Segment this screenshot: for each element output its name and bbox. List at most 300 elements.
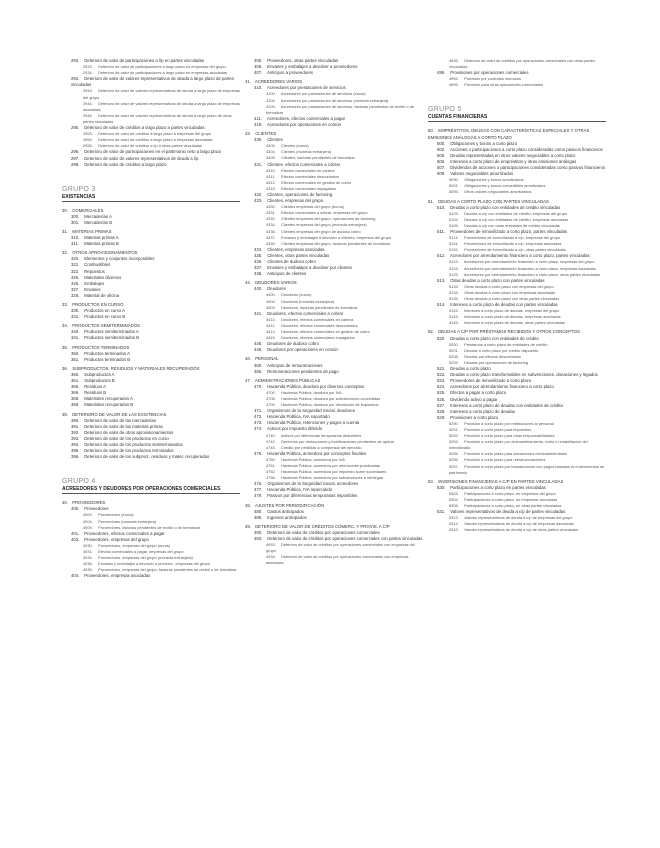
account-label: Mercaderías B [84, 219, 113, 225]
account-code: 4740. [266, 432, 276, 438]
account-code: 4336. [266, 228, 276, 234]
account-label: PRODUCTOS TERMINADOS [72, 344, 130, 350]
account-label: PROVEEDORES [72, 500, 106, 506]
account-code: 296. [71, 149, 80, 155]
account-code: 326. [71, 280, 80, 286]
account-label: Deterioro de valor de los productos terminados [84, 448, 174, 454]
account-code: 526. [437, 396, 446, 402]
group-subtitle: EXISTENCIAS [62, 194, 240, 202]
account-code: 512. [437, 253, 446, 259]
account-label: OTROS APROVISIONAMIENTOS [72, 250, 138, 256]
column-3 [428, 58, 606, 534]
account-code: 4750. [266, 456, 276, 462]
account-label: Efectos comerciales descontados [281, 173, 340, 179]
account-label: Valores representativos de deuda a c/p de otras partes vinculadas [464, 527, 578, 533]
account-label: PERSONAL [255, 356, 279, 362]
account-code: 4311. [266, 173, 276, 179]
account-code: 350. [71, 350, 80, 356]
account-label: Productos terminados A [84, 350, 130, 356]
account-label: Participaciones a corto plazo, en empresas del grupo [464, 490, 556, 496]
account-label: Valores negociables amortizados [450, 171, 514, 177]
account-label: Acreedores por prestaciones de servicios [266, 85, 346, 91]
account-label: Productos en curso A [84, 308, 126, 314]
account-label: Acreedores por arrendamiento financiero a corto plazo, otras partes vinculadas [463, 271, 601, 277]
account-code: 5201. [449, 347, 459, 353]
account-label: Subproductos A [84, 371, 115, 377]
account-label: Deterioro de valor de participaciones a largo plazo en empresas del grupo [98, 64, 226, 70]
account-code: 5297. [449, 463, 459, 469]
account-code: 4415. [266, 335, 276, 341]
account-label: Deudas por operaciones de factoring [464, 359, 528, 365]
account-code: 32. [62, 250, 68, 256]
account-label: Efectos comerciales en cartera [281, 167, 335, 173]
group-subtitle: ACREEDORES Y DEUDORES POR OPERACIONES COMERCIALES [62, 486, 240, 494]
account-code: 493. [254, 536, 263, 542]
account-code: 431. [254, 161, 263, 167]
account-label: Crédito por pérdidas a compensar del ejercicio [281, 444, 362, 450]
group-title: GRUPO 4 [62, 478, 96, 486]
account-code: 351. [71, 356, 80, 362]
account-label: Acreedores por arrendamiento financiero a corto plazo, empresas del grupo [463, 259, 595, 265]
account-label: Clientes, facturas pendientes de formalizar [281, 155, 355, 161]
account-label: Deterioro de valor de créditos por operaciones comerciales con otras partes vinculadas [449, 58, 595, 70]
column-2 [245, 58, 423, 567]
account-code: 530. [437, 484, 446, 490]
account-code: 4752. [266, 469, 276, 475]
account-label: Clientes de dudoso cobro [267, 259, 316, 264]
account-code: 44. [245, 280, 251, 286]
account-code: 43. [245, 131, 251, 137]
account-label: Deterioro de valor de créditos por operaciones comerciales con empresas asociadas [266, 554, 409, 566]
account-code: 366. [71, 390, 80, 396]
account-code: 401. [71, 530, 80, 536]
account-label: Acreedores, efectos comerciales a pagar [266, 115, 346, 121]
account-label: Deudas a corto plazo con entidades de crédito vinculadas [450, 204, 561, 210]
account-code: 523. [437, 378, 446, 384]
group-4-header [62, 478, 240, 494]
account-code: 5305. [449, 503, 459, 509]
account-entry [62, 573, 240, 579]
account-label: Envases [84, 286, 101, 292]
account-label: Proveedores, empresas del grupo [84, 536, 149, 542]
account-code: 310. [71, 235, 80, 241]
account-label: Materiales diversos [84, 274, 122, 280]
account-label: Anticipos de clientes [266, 271, 307, 277]
account-code: 480. [254, 508, 263, 514]
account-list-group-3 [62, 208, 240, 461]
account-label: Clientes (euros) [281, 143, 309, 149]
account-code: 2954. [83, 137, 93, 143]
account-list-col1-top [62, 58, 240, 168]
account-label: Deudores [267, 286, 286, 292]
account-code: 437. [254, 265, 263, 271]
account-code: 4758. [266, 475, 276, 481]
account-label: Materias primas B [84, 241, 119, 247]
account-entry [428, 58, 606, 70]
account-label: Productos terminados B [84, 356, 131, 362]
account-label: Clientes empresas del grupo, operaciones de factoring [281, 216, 376, 222]
account-label: Deterioro de valor de créditos a largo plazo a empresas asociadas [98, 137, 213, 143]
account-code: 4404. [266, 298, 276, 304]
account-label: Deterioro de valor de valores representativos de deuda a l/p [84, 155, 199, 161]
account-label: Proveedores de inmovilizado a c/p, otras partes vinculadas [464, 247, 566, 253]
account-label: Participaciones a corto plazo, en otras partes vinculadas [464, 503, 562, 509]
account-list-group-5 [428, 128, 606, 533]
account-code: 31. [62, 228, 68, 234]
account-label: Provisión a corto plazo para otras responsabilidades [464, 433, 555, 439]
account-entry [62, 76, 240, 88]
account-entry [62, 314, 240, 320]
account-label: Efectos comerciales en gestión de cobro [281, 179, 352, 185]
account-label: Deterioro de valor de participaciones a l/p en partes vinculadas [84, 58, 205, 63]
account-label: Hacienda Pública, IVA soportado [267, 414, 330, 420]
account-code: 529. [437, 414, 446, 420]
account-code: 4409. [266, 304, 276, 310]
account-label: Envases y embalajes a devolver a proveedores [267, 64, 358, 70]
account-code: 341. [71, 335, 80, 341]
account-list-col2 [245, 58, 423, 567]
account-code: 330. [71, 308, 80, 314]
account-label: Materiales recuperados B [84, 402, 134, 408]
account-code: 34. [62, 323, 68, 329]
account-label: Valores representativos de deuda a c/p de empresas del grupo [464, 515, 573, 521]
account-code: 295. [71, 125, 80, 131]
account-code: 300. [71, 213, 80, 219]
account-label: Dividendo activo a pagar [450, 396, 498, 402]
account-label: Participaciones a corto plazo en partes vinculadas [450, 484, 546, 490]
account-label: DEUDAS A C/P POR PRÉSTAMOS RECIBIDOS Y OTROS CONCEPTOS [438, 329, 580, 335]
account-entry [428, 527, 606, 533]
account-code: 35. [62, 344, 68, 350]
account-code: 47. [245, 377, 251, 383]
account-label: Acreedores por prestaciones de servicios (euros) [280, 91, 366, 97]
account-label: Deudores (moneda extranjera) [281, 298, 335, 304]
group-subtitle: CUENTAS FINANCIERAS [428, 114, 606, 122]
account-label: Clientes, empresas asociadas [267, 246, 325, 252]
account-label: Deudores, facturas pendientes de formalizar [281, 304, 358, 310]
account-label: Deudas por efectos descontados [464, 353, 521, 359]
account-code: 5303. [449, 490, 459, 496]
account-code: 369. [71, 402, 80, 408]
account-label: Ingresos anticipados [267, 514, 307, 520]
account-label: Proveedores [84, 506, 109, 512]
account-code: 436. [254, 259, 263, 264]
account-code: 40. [62, 500, 68, 506]
account-code: 5144. [449, 314, 459, 320]
account-code: 4039. [83, 567, 93, 573]
account-code: 325. [71, 274, 80, 280]
account-label: Deterioro de valor de créditos a largo plazo [84, 161, 167, 167]
account-code: 4334. [266, 222, 276, 228]
account-code: 320. [71, 256, 80, 262]
account-label: Deudores, efectos comerciales impagados [281, 335, 355, 341]
account-code: 5304. [449, 497, 459, 502]
account-code: 4934. [266, 554, 276, 560]
account-code: 435. [254, 252, 263, 258]
account-label: Elementos y conjuntos incorporables [84, 256, 155, 262]
account-code: 531. [437, 509, 446, 515]
account-label: Otras deudas a corto plazo con empresas del grupo [464, 283, 554, 289]
account-label: Proveedores de inmovilizado a c/p, empresas asociadas [464, 241, 562, 247]
account-entry [245, 493, 423, 499]
account-label: Intereses a corto plazo de deudas con entidades de crédito [450, 402, 563, 408]
account-code: 4034. [83, 555, 93, 561]
account-code: 434. [254, 246, 263, 252]
account-code: 368. [71, 396, 80, 402]
account-code: 5314. [449, 521, 459, 527]
account-label: Deterioro de valor de valores representativos de deuda a largo plazo de partes vinculadas [71, 76, 234, 88]
group-title: GRUPO 5 [428, 106, 462, 114]
account-label: Clientes empresas del grupo, facturas pendientes de formalizar [281, 240, 391, 246]
account-list-col3-top [428, 58, 606, 88]
account-label: Materiales recuperados A [84, 396, 133, 402]
account-code: 5145. [449, 320, 459, 326]
account-label: Productos en curso B [84, 314, 126, 320]
account-label: Deudores, efectos comerciales en gestión de cobro [281, 329, 370, 335]
account-label: Otras deudas a corto plazo con otras partes vinculadas [464, 296, 560, 301]
account-label: Deterioro de valor de créditos por operaciones comerciales [267, 529, 380, 535]
account-entry [428, 82, 606, 88]
account-code: 5115. [449, 247, 459, 253]
account-label: AJUSTES POR PERIODIFICACIÓN [254, 502, 325, 508]
account-label: Obligaciones y bonos convertibles amortizados [464, 183, 546, 189]
account-code: 5293. [449, 439, 459, 445]
account-label: Deudas a corto plazo [450, 366, 491, 372]
account-code: 527. [437, 402, 446, 408]
account-label: Deudas a corto plazo por crédito dispuesto [464, 347, 539, 353]
account-code: 5313. [449, 515, 459, 521]
account-label: Derechos por deducciones y bonificaciones pendientes de aplicar [281, 438, 395, 444]
account-code: 4309. [266, 155, 276, 161]
account-code: 430. [254, 137, 263, 143]
account-label: Deudas a corto plazo transformables en subvenciones, donaciones y legados [450, 372, 598, 378]
account-label: Clientes, efectos comerciales a cobrar [267, 161, 341, 167]
account-label: Provisión a corto plazo por desmantelamiento, retiro o rehabilitación del inmovilizado [449, 439, 588, 451]
account-code: 4312. [266, 179, 276, 185]
account-code: 4999. [449, 82, 459, 88]
account-code: 30. [62, 207, 68, 213]
account-code: 477. [254, 487, 263, 493]
account-code: 4745. [266, 444, 276, 450]
account-label: Acreedores por prestaciones de servicios (moneda extranjera) [280, 97, 389, 103]
account-code: 2953. [83, 131, 93, 137]
account-label: Combustibles [84, 262, 111, 268]
account-entry [245, 271, 423, 277]
account-code: 473. [254, 420, 263, 426]
account-label: Clientes empresas del grupo (euros) [281, 204, 345, 210]
account-label: Residuos A [84, 384, 106, 390]
account-code: 4030. [83, 542, 93, 548]
account-code: 340. [71, 329, 80, 335]
account-label: Deterioro de valor de los subprod., residuos y mater. recuperados [84, 454, 210, 460]
account-label: Envases y embalajes a devolver a proveed., empresas del grupo [98, 561, 210, 567]
account-entry [245, 347, 423, 353]
account-entry [428, 439, 606, 451]
account-code: 393. [71, 435, 80, 441]
account-code: 499. [437, 70, 446, 76]
account-code: 328. [71, 292, 80, 298]
account-code: 471. [254, 408, 263, 414]
account-code: 460. [254, 362, 263, 368]
account-label: Proveedores (moneda extranjera) [98, 518, 157, 524]
account-label: Deudas representadas en otros valores negociables a corto plazo [450, 152, 576, 158]
account-label: Acreedores por operaciones en común [266, 121, 342, 127]
account-label: PRODUCTOS SEMITERMINADOS [72, 323, 140, 329]
account-label: Deterioro de valor de participaciones en el patrimonio neto a largo plazo [84, 149, 222, 155]
account-label: Hacienda Pública, acreedora por IVA [281, 456, 345, 462]
account-label: Deudas a corto plazo con entidades de crédito [450, 335, 539, 341]
account-label: Proveedores, empresas asociadas [84, 573, 151, 579]
account-code: 4332. [266, 216, 276, 222]
account-label: Intereses a corto plazo de deudas, empresas del grupo [464, 308, 560, 314]
account-label: Hacienda Pública, acreedora por conceptos fiscales [267, 450, 367, 456]
account-code: 394. [71, 441, 80, 447]
account-list-group-4 [62, 500, 240, 579]
account-code: 4104. [266, 97, 276, 103]
account-code: 48. [245, 502, 251, 508]
account-code: 5135. [449, 296, 459, 301]
account-label: DEUDAS A CORTO PLAZO CON PARTES VINCULADAS [438, 198, 549, 204]
account-code: 50. [428, 128, 434, 134]
account-code: 4331. [266, 210, 276, 216]
account-entry [428, 189, 606, 195]
account-code: 438. [254, 271, 263, 277]
account-label: Mercaderías A [84, 213, 112, 219]
account-code: 404. [71, 573, 80, 579]
account-code: 449. [254, 347, 263, 353]
account-code: 49. [245, 523, 251, 529]
account-entry [62, 293, 240, 299]
account-entry [62, 241, 240, 247]
account-label: Deudas a c/p con entidades de crédito, empresas del grupo [464, 210, 568, 216]
account-code: 391. [71, 423, 80, 429]
account-code: 39. [62, 411, 68, 417]
account-label: Provisión a corto plazo por transacciones con pagos basados en instrumentos de patrimonio [449, 463, 605, 475]
account-label: Participaciones a corto plazo, en empresas asociadas [464, 497, 558, 502]
account-label: Provisión a corto plazo para reestructuraciones [464, 457, 546, 463]
account-label: Deterioro de valor de los productos semiterminados [84, 441, 183, 447]
account-label: Proveedores, efectos comerciales a pagar [84, 530, 165, 536]
account-code: 5200. [449, 341, 459, 347]
account-entry [62, 101, 240, 113]
account-code: 5143. [449, 308, 459, 314]
account-code: 5090. [449, 177, 459, 183]
account-code: 474. [254, 426, 263, 432]
account-code: 528. [437, 408, 446, 414]
account-label: Deterioro de valor de valores representativos de deuda a largo plazo de empresas del grupo [83, 88, 240, 100]
account-label: Clientes empresas del grupo (moneda extranjera) [281, 222, 367, 228]
account-label: Dividendos de acciones o participaciones consideradas como pasivos financieros [450, 165, 606, 171]
account-code: 4330. [266, 204, 276, 210]
account-code: 522. [437, 372, 446, 378]
group-5-header [428, 106, 606, 122]
account-code: 479. [254, 493, 263, 499]
account-code: 4304. [266, 149, 276, 155]
account-label: Pasivos por diferencias temporarias imponibles [267, 493, 358, 499]
account-code: 520. [437, 335, 446, 341]
account-code: 485. [254, 514, 263, 520]
account-label: Productos semiterminados B [84, 335, 140, 341]
account-entry [245, 369, 423, 375]
account-code: 509. [437, 171, 446, 177]
account-code: 46. [245, 356, 251, 362]
column-1 [62, 58, 240, 579]
account-label: DETERIORO DE VALOR DE LAS EXISTENCIAS [72, 411, 167, 417]
account-code: 507. [437, 165, 446, 171]
account-label: Deudas a c/p con entidades de crédito, empresas asociadas [464, 216, 569, 222]
account-code: 472. [254, 414, 263, 420]
account-code: 5315. [449, 527, 459, 533]
account-entry [245, 542, 423, 554]
account-code: 513. [437, 277, 446, 283]
account-label: Provisión a corto plazo por retribuciones al personal [464, 420, 554, 426]
account-code: 4411. [266, 322, 276, 328]
account-label: Deterioro de valor de valores representativos de deuda a largo plazo de empresas asociadas [83, 100, 240, 112]
account-code: 525. [437, 390, 446, 396]
account-label: Proveedores, facturas pendientes de recibir o de formalizar [98, 524, 201, 530]
account-code: 465. [254, 368, 263, 374]
account-code: 521. [437, 366, 446, 372]
account-code: 53. [428, 478, 434, 484]
account-label: Hacienda Pública, deudora por subvenciones concedidas [281, 395, 381, 401]
account-label: ACREEDORES VARIOS [254, 79, 303, 85]
account-label: COMERCIALES [72, 207, 104, 213]
account-label: Clientes, operaciones de factoring [267, 191, 333, 197]
account-code: 396. [71, 454, 80, 460]
account-label: Proveedores de inmovilizado a c/p, empresas del grupo [464, 235, 561, 241]
account-label: Proveedores, empresas del grupo (euros) [98, 542, 171, 548]
account-code: 490. [254, 529, 263, 535]
account-label: Hacienda Pública, retenciones y pagos a cuenta [267, 420, 360, 426]
account-label: DETERIORO DE VALOR DE CRÉDITOS COMERC. Y PROVIS. A C/P [255, 523, 390, 529]
account-code: 5125. [449, 271, 459, 277]
account-code: 4004. [83, 518, 93, 524]
account-code: 331. [71, 314, 80, 320]
account-label: Acreedores por arrendamiento financiero a corto plazo, empresas asociadas [463, 265, 596, 271]
account-entry [245, 515, 423, 521]
account-code: 33. [62, 302, 68, 307]
account-code: 361. [71, 378, 80, 384]
account-label: Gastos anticipados [267, 508, 304, 514]
account-code: 4009. [83, 524, 93, 530]
account-label: Embalajes [84, 280, 105, 286]
account-code: 2934. [83, 70, 93, 76]
account-code: 502. [437, 146, 446, 152]
account-label: Deudores, efectos comerciales a cobrar [267, 310, 344, 316]
account-code: 4709. [266, 402, 276, 408]
account-label: Subproductos B [84, 378, 115, 384]
account-code: 419. [254, 121, 263, 127]
account-label: Deterioro de valor de créditos a largo plazo a empresas del grupo [98, 131, 212, 137]
account-label: Deudores por operaciones en común [267, 347, 338, 353]
account-code: 5114. [449, 241, 459, 247]
account-label: Valores representativos de deuda a c/p de partes vinculadas [450, 509, 566, 515]
account-label: Proveedores (euros) [98, 512, 134, 518]
account-code: 2943. [83, 88, 93, 94]
account-label: Intereses a corto plazo de deudas con partes vinculadas [450, 302, 558, 308]
account-label: Deterioro de valor de otros aprovisionamientos [84, 429, 174, 435]
account-label: Deudores, efectos comerciales en cartera [281, 316, 354, 322]
account-label: Provisiones por operaciones comerciales [450, 70, 529, 76]
account-code: 322. [71, 268, 80, 274]
account-code: 311. [71, 241, 80, 247]
account-code: 407. [254, 70, 263, 76]
account-label: Acreedores por arrendamiento financiero a corto plazo [449, 384, 554, 390]
account-label: INVERSIONES FINANCIERAS A C/P EN PARTES VINCULADAS [438, 478, 564, 484]
account-label: Productos semiterminados A [84, 329, 139, 335]
account-code: 5124. [449, 265, 459, 271]
account-code: 360. [71, 371, 80, 377]
